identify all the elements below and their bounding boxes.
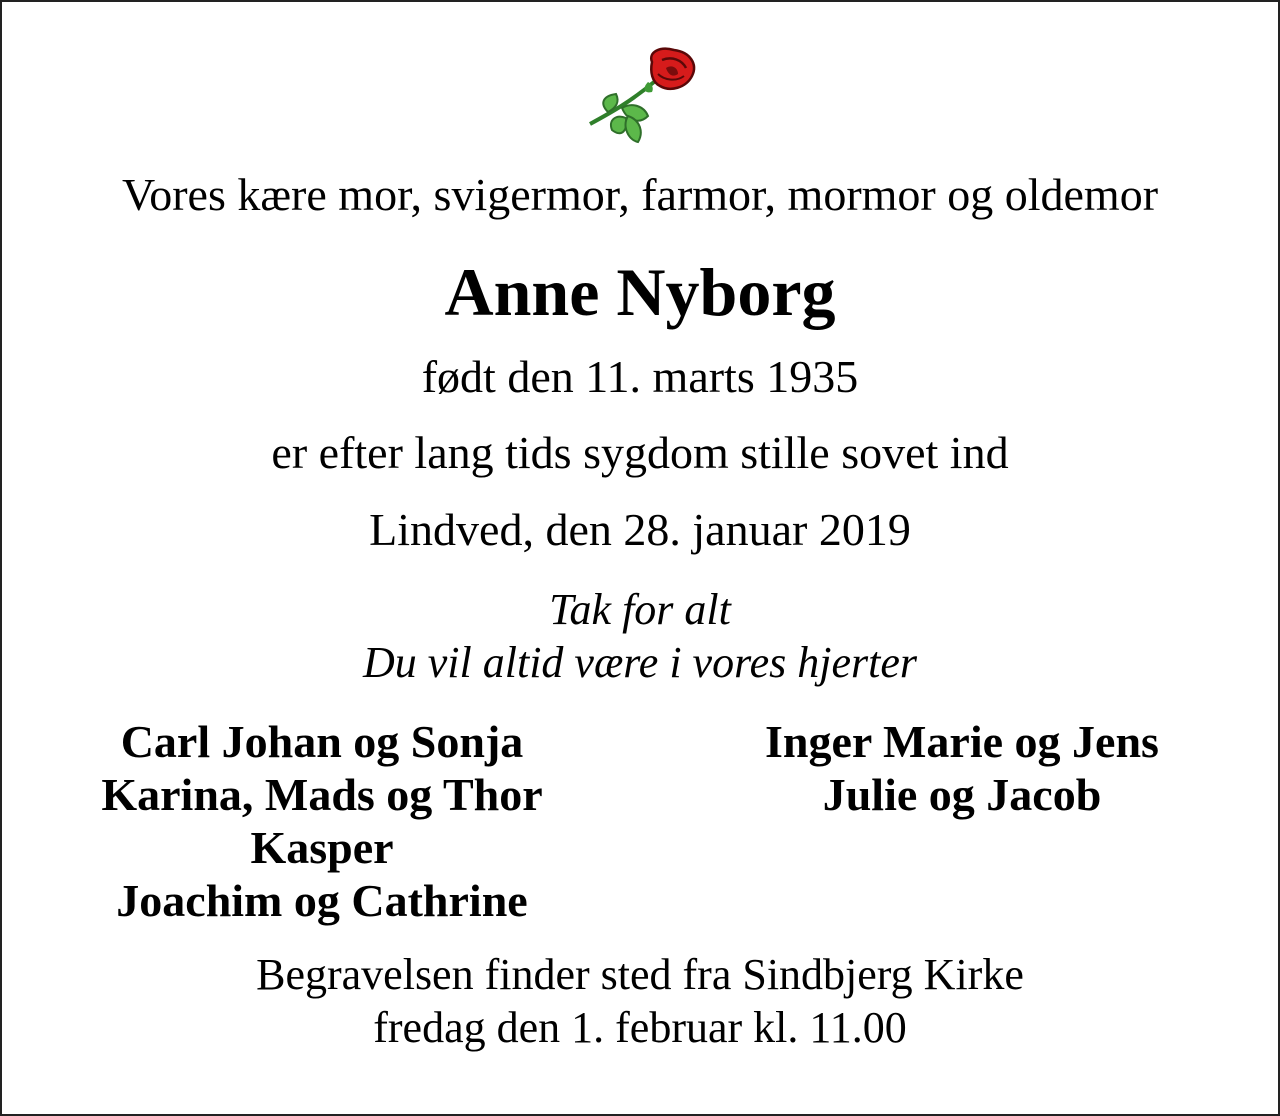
family-name: Carl Johan og Sonja	[120, 716, 524, 767]
place-date: Lindved, den 28. januar 2019	[369, 504, 911, 555]
family-name: Inger Marie og Jens	[765, 716, 1159, 767]
family-left-column	[22, 715, 622, 927]
family-right-column	[662, 715, 1262, 821]
thanks-line: Tak for alt	[549, 585, 731, 634]
funeral-location: Begravelsen finder sted fra Sindbjerg Kirke	[256, 950, 1024, 999]
funeral-time: fredag den 1. februar kl. 11.00	[373, 1003, 907, 1052]
family-name: Julie og Jacob	[822, 769, 1102, 820]
thanks-verse	[2, 583, 1278, 689]
deceased-name: Anne Nyborg	[444, 254, 836, 330]
red-rose-icon	[582, 42, 707, 152]
family-name: Joachim og Cathrine	[116, 875, 528, 926]
family-name: Karina, Mads og Thor	[101, 769, 543, 820]
birth-date: født den 11. marts 1935	[421, 351, 859, 402]
funeral-info	[2, 948, 1278, 1054]
passing-text: er efter lang tids sygdom stille sovet ind	[271, 427, 1009, 478]
intro-text: Vores kære mor, svigermor, farmor, mormor og oldemor	[121, 169, 1159, 220]
family-name: Kasper	[250, 822, 394, 873]
thanks-line: Du vil altid være i vores hjerter	[363, 638, 917, 687]
